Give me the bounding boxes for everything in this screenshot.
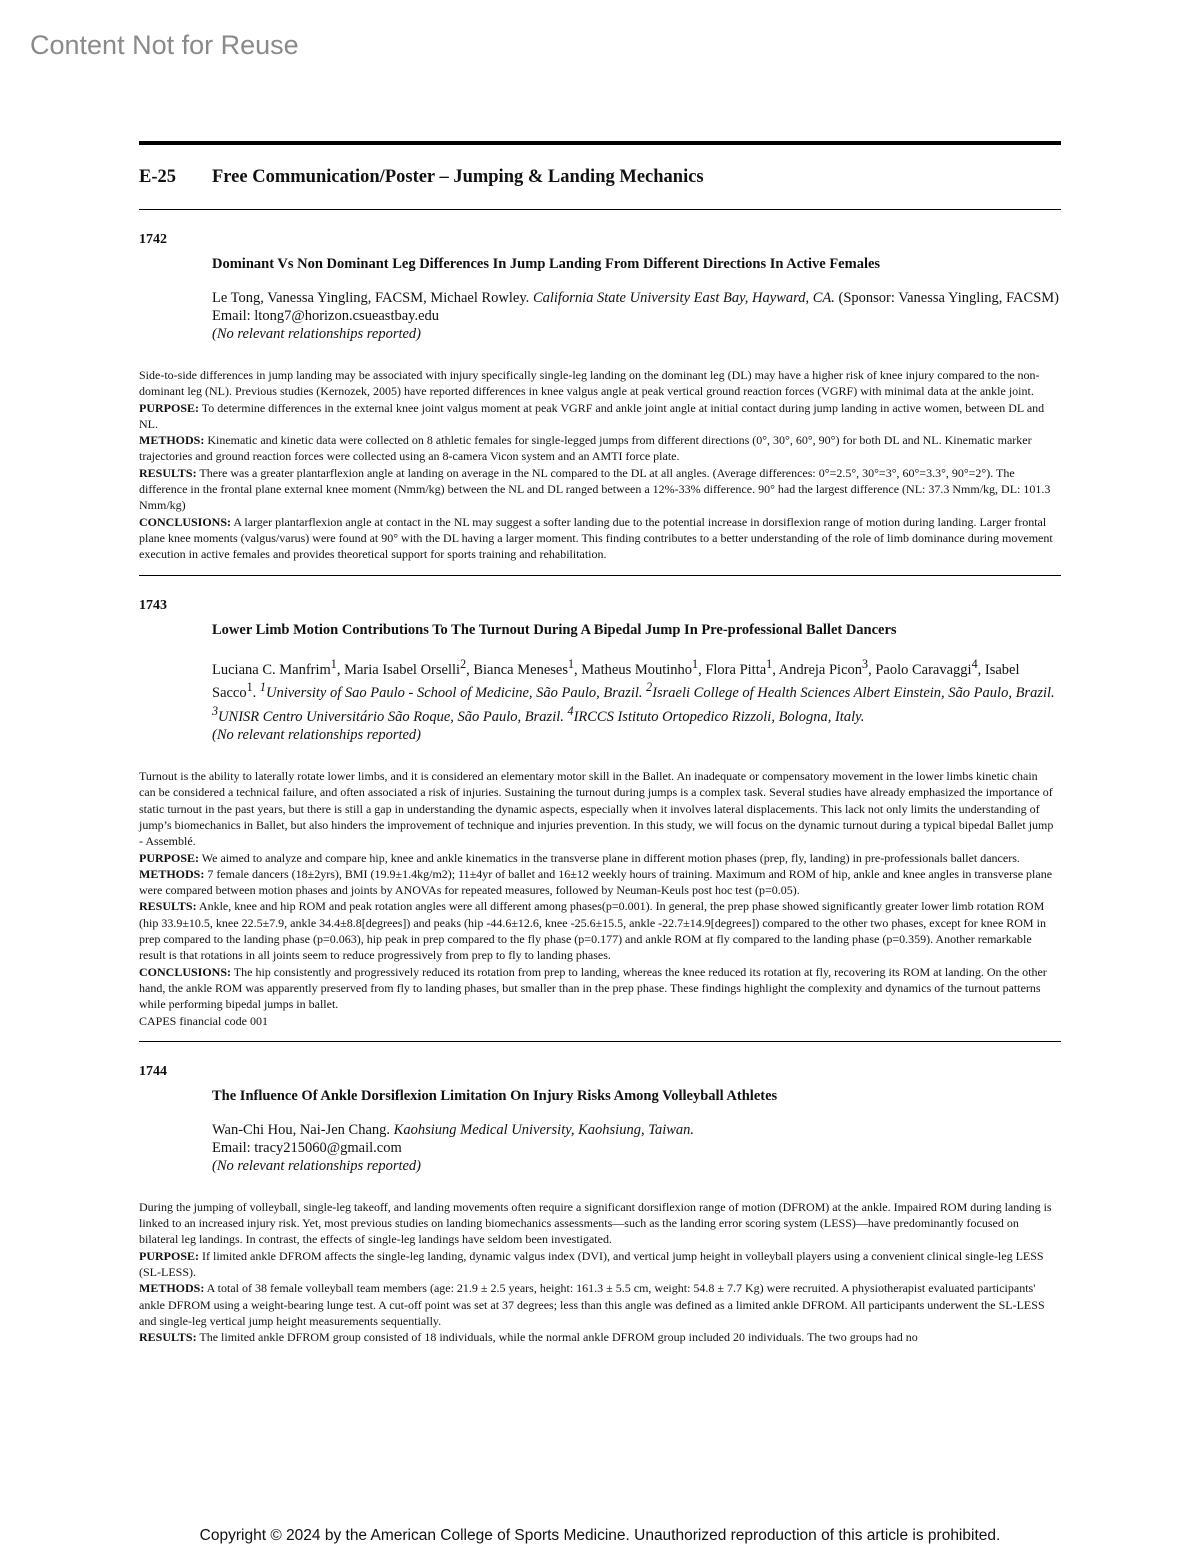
abstract-number: 1742 [139, 232, 167, 247]
abstract-1743 [139, 576, 1061, 1041]
abstract-authors: Wan-Chi Hou, Nai-Jen Chang. Kaohsiung Medical University, Kaohsiung, Taiwan. [212, 1121, 695, 1138]
abstract-disclosure: (No relevant relationships reported) [212, 326, 422, 342]
copyright-footer: Copyright © 2024 by the American College of Sports Medicine. Unauthorized reproduction of this article is prohibited. [199, 1527, 1001, 1544]
abstract-email: Email: tracy215060@gmail.com [212, 1139, 402, 1156]
abstract-number: 1743 [139, 597, 167, 613]
abstract-authors: Le Tong, Vanessa Yingling, FACSM, Michael Rowley. California State University East Bay, Hayward, CA. (Sponsor: Vanessa Yingling, FACSM) [212, 290, 1059, 306]
abstract-list [139, 210, 1061, 1357]
abstract-body: Turnout is the ability to laterally rotate lower limbs, and it is considered an elementary motor skill in the Ballet. An inadequate or compensatory movement in the lower limbs kinetic chain can be considered a technical failure, and often associated a risk of injuries. Sustaining the turnout during jumps is a complex task. Several studies have already emphasized the importance of static turnout in the past years, but there is still a gap in understanding the dynamic aspects, especially when it involves lateral displacements. This lack not only limits the understanding of jump’s biomechanics in Ballet, but also hinders the improvement of technique and injuries prevention. In this study, we will focus on the dynamic turnout during a typical bipedal Ballet jump - Assemblé. PURPOSE: We aimed to analyze and compare hip, knee and ankle kinematics in the transverse plane in different motion phases (prep, fly, landing) in pre-professionals ballet dancers. METHODS: 7 female dancers (18±2yrs), BMI (19.9±1.4kg/m2); 11±4yr of ballet and 16±12 weekly hours of training. Maximum and ROM of hip, ankle and knee angles in transverse plane were compared between motion phases and joints by ANOVAs for repeated measures, followed by Neuman-Keuls post hoc test (p=0.05). RESULTS: Ankle, knee and hip ROM and peak rotation angles were all different among phases(p=0.001). In general, the prep phase showed significantly greater lower limb rotation ROM (hip 33.9±10.5, knee 22.5±7.9, ankle 34.4±8.8[degrees]) and peaks (hip -44.6±12.6, knee -25.6±15.5, ankle -22.7±14.9[degrees]) compared to the other two phases, except for knee ROM in prep compared to the landing phase (p=0.063), hip peak in prep compared to the fly phase (p=0.177) and ankle ROM at fly compared to the landing phase (p=0.359). Another remarkable result is that rotations in all joints seem to reduce progressively from prep to fly to landing phases. CONCLUSIONS: The hip consistently and progressively reduced its rotation from prep to landing, whereas the knee reduced its rotation at fly, recovering its ROM at landing. On the other hand, the ankle ROM was apparently preserved from fly to landing phases, but smaller than in the prep phase. These findings highlight the complexity and dynamics of the turnout patterns while performing bipedal jumps in ballet. CAPES financial code 001 [139, 769, 1054, 1028]
abstract-number: 1744 [139, 1063, 167, 1079]
abstract-header [212, 1088, 1061, 1175]
session-code: E-25 [139, 167, 176, 187]
abstract-title: Dominant Vs Non Dominant Leg Differences In Jump Landing From Different Directions In Active Females [212, 256, 881, 272]
abstract-disclosure: (No relevant relationships reported) [212, 727, 422, 744]
abstract-header [212, 256, 1061, 343]
watermark: Content Not for Reuse [30, 30, 299, 60]
abstract-email: Email: ltong7@horizon.csueastbay.edu [212, 308, 440, 324]
abstract-1742 [139, 210, 1061, 575]
abstract-body: Side-to-side differences in jump landing may be associated with injury specifically single-leg landing on the dominant leg (DL) may have a higher risk of knee injury compared to the non-dominant leg (NL). Previous studies (Kernozek, 2005) have reported differences in knee valgus angle at peak vertical ground reaction forces (VGRF) with minimal data at the ankle joint. PURPOSE: To determine differences in the external knee joint valgus moment at peak VGRF and ankle joint angle at initial contact during jump landing in active women, between DL and NL. METHODS: Kinematic and kinetic data were collected on 8 athletic females for single-legged jumps from different directions (0°, 30°, 60°, 90°) for both DL and NL. Kinematic marker trajectories and ground reaction forces were collected using an 8-camera Vicon system and an AMTI force plate. RESULTS: There was a greater plantarflexion angle at landing on average in the NL compared to the DL at all angles. (Average differences: 0°=2.5°, 30°=3°, 60°=3.3°, 90°=2°). The difference in the frontal plane external knee moment (Nmm/kg) between the NL and DL ranged between a 12%-33% difference. 90° had the largest difference (NL: 37.3 Nmm/kg, DL: 101.3 Nmm/kg) CONCLUSIONS: A larger plantarflexion angle at contact in the NL may suggest a softer landing due to the potential increase in dorsiflexion range of motion during landing. Larger frontal plane knee moments (valgus/varus) were found at 90° with the DL having a larger moment. This finding contributes to a better understanding of the role of limb dominance during movement execution in active females and provides theoretical support for sports training and rehabilitation. [139, 368, 1053, 562]
abstract-title: Lower Limb Motion Contributions To The Turnout During A Bipedal Jump In Pre-professional Ballet Dancers [212, 621, 897, 638]
abstract-body: During the jumping of volleyball, single-leg takeoff, and landing movements often require a significant dorsiflexion range of motion (DFROM) at the ankle. Impaired ROM during landing is linked to an increased injury risk. Yet, most previous studies on landing biomechanics assessments—such as the landing error scoring system (LESS)—have predominantly focused on bilateral leg landings. In contrast, the effects of single-leg landings have seldom been investigated. PURPOSE: If limited ankle DFROM affects the single-leg landing, dynamic valgus index (DVI), and vertical jump height in volleyball players using a convenient clinical single-leg LESS (SL-LESS). METHODS: A total of 38 female volleyball team members (age: 21.9 ± 2.5 years, height: 161.3 ± 5.5 cm, weight: 54.8 ± 7.7 Kg) were recruited. A physiotherapist evaluated participants' ankle DFROM using a weight-bearing lunge test. A cut-off point was set at 37 degrees; less than this angle was defined as a limited ankle DFROM. All participants underwent the SL-LESS and single-leg vertical jump height measurements sequentially. RESULTS: The limited ankle DFROM group consisted of 18 individuals, while the normal ankle DFROM group included 20 individuals. The two groups had no [139, 1199, 1052, 1345]
abstract-authors: Luciana C. Manfrim$^1$, Maria Isabel Orselli$^2$, Bianca Meneses$^1$, Matheus Moutinho$^1$, Flora Pitta$^1$, Andreja Picon$^3$, Paolo Caravaggi$^4$, Isabel Sacco$^1$. $^1$University of Sao Paulo - School of Medicine, São Paulo, Brazil. $^2$Israeli College of Health Sciences Albert Einstein, São Paulo, Brazil. $^3$UNISR Centro Universitário São Roque, São Paulo, Brazil. $^4$IRCCS Istituto Ortopedico Rizzoli, Bologna, Italy. [212, 656, 1055, 726]
page-content [139, 141, 1061, 1357]
abstract-1744 [139, 1042, 1061, 1358]
abstract-title: The Influence Of Ankle Dorsiflexion Limitation On Injury Risks Among Volleyball Athletes [212, 1087, 778, 1104]
abstract-disclosure: (No relevant relationships reported) [212, 1157, 422, 1174]
session-title: Free Communication/Poster – Jumping & Landing Mechanics [212, 167, 704, 187]
session-header [139, 145, 1061, 209]
abstract-header [212, 622, 1061, 744]
